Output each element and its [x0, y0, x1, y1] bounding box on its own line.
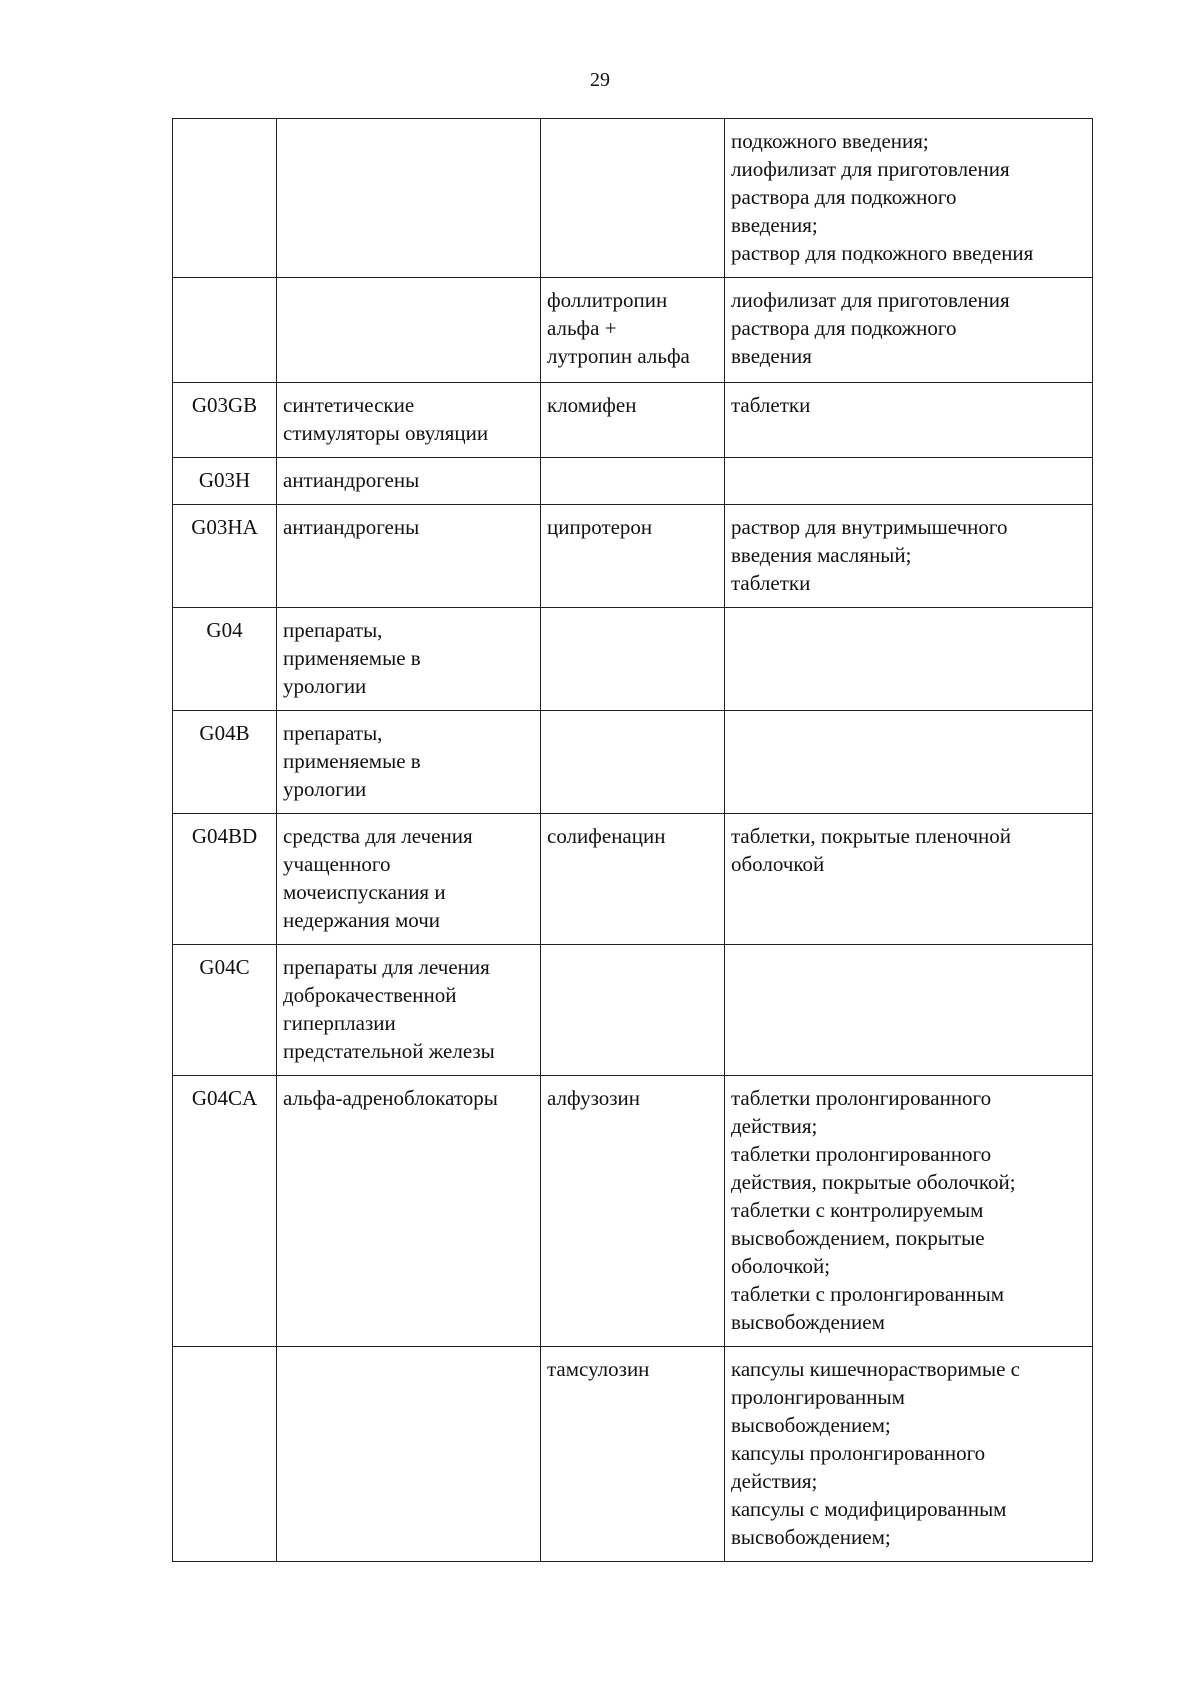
form-text-line: пролонгированным	[731, 1385, 905, 1409]
drug-name-cell	[541, 1347, 725, 1562]
drug-name-cell	[541, 608, 725, 711]
dosage-form-cell	[725, 505, 1093, 608]
group-text-line: применяемые в	[283, 749, 421, 773]
group-text-line: антиандрогены	[283, 468, 420, 492]
form-text-line: таблетки с пролонгированным	[731, 1282, 1005, 1306]
atc-code-cell: G03H	[173, 458, 277, 505]
form-text-line: оболочкой;	[731, 1254, 831, 1278]
drug-text-line: алфузозин	[547, 1086, 641, 1110]
form-text-line: высвобождением;	[731, 1413, 891, 1437]
drug-name-cell	[541, 1076, 725, 1347]
form-text-line: таблетки, покрытые пленочной	[731, 824, 1012, 848]
dosage-form-cell	[725, 711, 1093, 814]
form-text-line: подкожного введения;	[731, 129, 929, 153]
drug-name-cell	[541, 119, 725, 278]
form-text-line: таблетки пролонгированного	[731, 1086, 992, 1110]
atc-code-cell: G03HA	[173, 505, 277, 608]
drug-name-cell	[541, 458, 725, 505]
table-row	[173, 945, 1093, 1076]
dosage-form-cell	[725, 278, 1093, 383]
table-row	[173, 278, 1093, 383]
table-body	[173, 119, 1093, 1562]
form-text-line: таблетки	[731, 393, 811, 417]
atc-code-cell: G04BD	[173, 814, 277, 945]
form-text-line: капсулы кишечнорастворимые с	[731, 1357, 1020, 1381]
form-text-line: таблетки пролонгированного	[731, 1142, 992, 1166]
group-name-cell	[277, 1076, 541, 1347]
dosage-form-cell	[725, 814, 1093, 945]
group-text-line: стимуляторы овуляции	[283, 421, 489, 445]
form-text-line: лиофилизат для приготовления	[731, 288, 1010, 312]
drug-text-line: кломифен	[547, 393, 637, 417]
group-name-cell	[277, 278, 541, 383]
atc-code-cell	[173, 278, 277, 383]
drug-name-cell	[541, 814, 725, 945]
dosage-form-cell	[725, 119, 1093, 278]
form-text-line: таблетки	[731, 571, 811, 595]
table-row	[173, 814, 1093, 945]
form-text-line: введения;	[731, 213, 818, 237]
form-text-line: раствора для подкожного	[731, 316, 957, 340]
drug-text-line: фоллитропин	[547, 288, 668, 312]
page-number: 29	[590, 69, 610, 91]
group-text-line: урологии	[283, 777, 367, 801]
table-row	[173, 1076, 1093, 1347]
form-text-line: введения масляный;	[731, 543, 912, 567]
table-row	[173, 458, 1093, 505]
dosage-form-cell	[725, 1076, 1093, 1347]
table-row	[173, 505, 1093, 608]
dosage-form-cell	[725, 458, 1093, 505]
form-text-line: раствор для подкожного введения	[731, 241, 1034, 265]
drug-name-cell	[541, 945, 725, 1076]
group-name-cell	[277, 711, 541, 814]
group-text-line: предстательной железы	[283, 1039, 495, 1063]
table-row	[173, 383, 1093, 458]
group-text-line: учащенного	[283, 852, 391, 876]
form-text-line: капсулы пролонгированного	[731, 1441, 986, 1465]
drug-text-line: тамсулозин	[547, 1357, 650, 1381]
group-name-cell	[277, 458, 541, 505]
table-row	[173, 1347, 1093, 1562]
form-text-line: оболочкой	[731, 852, 825, 876]
form-text-line: лиофилизат для приготовления	[731, 157, 1010, 181]
table-row	[173, 119, 1093, 278]
atc-code-cell: G04C	[173, 945, 277, 1076]
atc-code-cell	[173, 119, 277, 278]
form-text-line: таблетки с контролируемым	[731, 1198, 984, 1222]
group-text-line: мочеиспускания и	[283, 880, 446, 904]
drug-text-line: ципротерон	[547, 515, 653, 539]
group-name-cell	[277, 505, 541, 608]
form-text-line: высвобождением;	[731, 1525, 891, 1549]
form-text-line: капсулы с модифицированным	[731, 1497, 1007, 1521]
form-text-line: действия;	[731, 1469, 818, 1493]
drug-table	[172, 118, 1093, 1562]
drug-name-cell	[541, 278, 725, 383]
group-name-cell	[277, 814, 541, 945]
form-text-line: раствор для внутримышечного	[731, 515, 1008, 539]
form-text-line: высвобождением	[731, 1310, 885, 1334]
dosage-form-cell	[725, 608, 1093, 711]
drug-text-line: альфа +	[547, 316, 617, 340]
group-name-cell	[277, 945, 541, 1076]
form-text-line: высвобождением, покрытые	[731, 1226, 985, 1250]
drug-name-cell	[541, 505, 725, 608]
group-text-line: применяемые в	[283, 646, 421, 670]
table-row	[173, 711, 1093, 814]
form-text-line: введения	[731, 344, 812, 368]
atc-code-cell: G03GB	[173, 383, 277, 458]
group-text-line: альфа-адреноблокаторы	[283, 1086, 498, 1110]
group-text-line: препараты для лечения	[283, 955, 490, 979]
dosage-form-cell	[725, 383, 1093, 458]
form-text-line: раствора для подкожного	[731, 185, 957, 209]
group-text-line: препараты,	[283, 721, 383, 745]
form-text-line: действия, покрытые оболочкой;	[731, 1170, 1016, 1194]
group-text-line: гиперплазии	[283, 1011, 396, 1035]
form-text-line: действия;	[731, 1114, 818, 1138]
dosage-form-cell	[725, 1347, 1093, 1562]
group-text-line: синтетические	[283, 393, 415, 417]
group-name-cell	[277, 119, 541, 278]
group-text-line: доброкачественной	[283, 983, 457, 1007]
group-text-line: антиандрогены	[283, 515, 420, 539]
group-text-line: средства для лечения	[283, 824, 473, 848]
atc-code-cell: G04B	[173, 711, 277, 814]
drug-name-cell	[541, 711, 725, 814]
group-text-line: урологии	[283, 674, 367, 698]
atc-code-cell	[173, 1347, 277, 1562]
atc-code-cell: G04	[173, 608, 277, 711]
atc-code-cell: G04CA	[173, 1076, 277, 1347]
drug-name-cell	[541, 383, 725, 458]
group-text-line: препараты,	[283, 618, 383, 642]
table-row	[173, 608, 1093, 711]
drug-text-line: солифенацин	[547, 824, 666, 848]
dosage-form-cell	[725, 945, 1093, 1076]
group-name-cell	[277, 608, 541, 711]
group-name-cell	[277, 383, 541, 458]
drug-text-line: лутропин альфа	[547, 344, 690, 368]
group-text-line: недержания мочи	[283, 908, 441, 932]
group-name-cell	[277, 1347, 541, 1562]
